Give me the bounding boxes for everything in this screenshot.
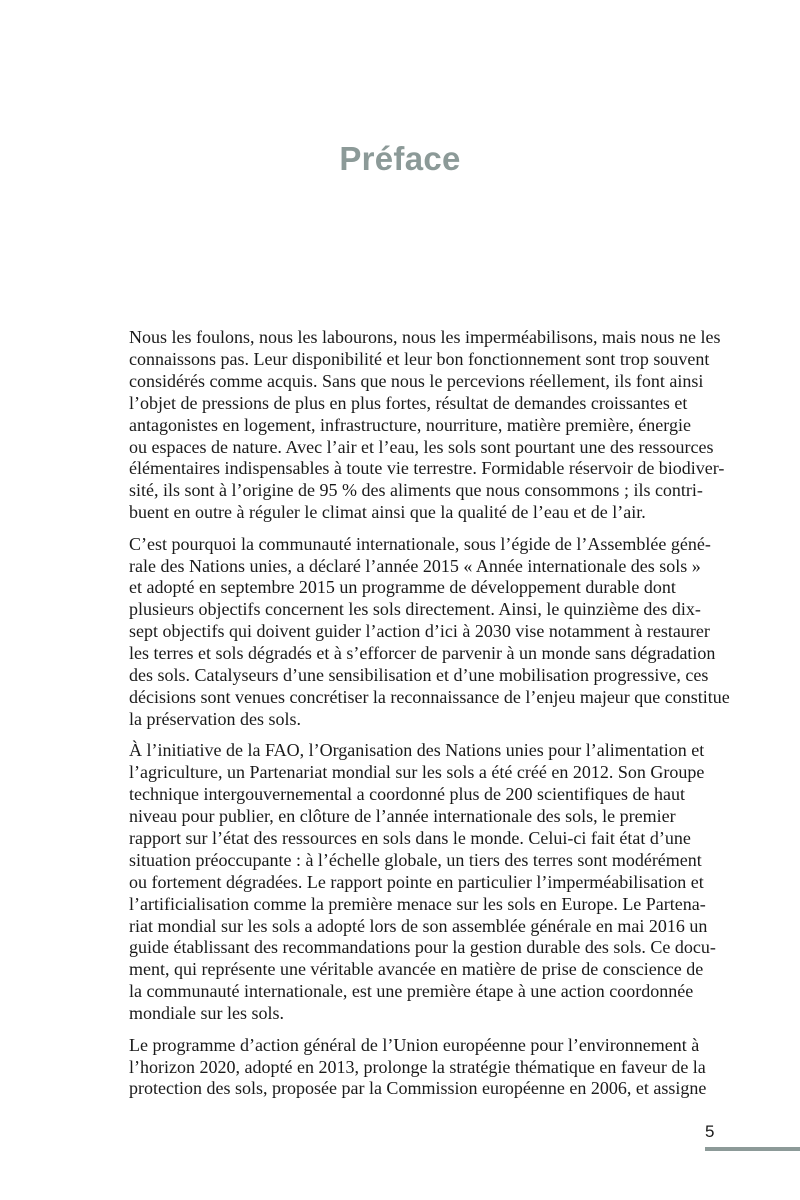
page-title: Préface (339, 140, 461, 177)
paragraph (129, 327, 725, 524)
text-line: technique intergouvernemental a coordonné plus de 200 scientifiques de haut (129, 784, 685, 805)
body-text (129, 327, 730, 1110)
text-line: riat mondial sur les sols a adopté lors de son assemblée générale en mai 2016 un (129, 915, 708, 936)
text-line: les terres et sols dégradés et à s’efforcer de parvenir à un monde sans dégradation (129, 643, 716, 664)
text-line: élémentaires indispensables à toute vie terrestre. Formidable réservoir de biodiver- (129, 458, 725, 479)
text-line: rapport sur l’état des ressources en sols dans le monde. Celui-ci fait état d’une (129, 827, 691, 848)
text-line: et adopté en septembre 2015 un programme de développement durable dont (129, 577, 676, 598)
text-line: situation préoccupante : à l’échelle globale, un tiers des terres sont modérément (129, 849, 702, 870)
text-line: C’est pourquoi la communauté internationale, sous l’égide de l’Assemblée géné- (129, 533, 711, 554)
page-number: 5 (705, 1122, 715, 1141)
text-line: mondiale sur les sols. (129, 1003, 284, 1024)
paragraph (129, 533, 730, 731)
text-line: rale des Nations unies, a déclaré l’année 2015 « Année internationale des sols » (129, 555, 701, 576)
text-line: la préservation des sols. (129, 708, 301, 729)
text-line: la communauté internationale, est une première étape à une action coordonnée (129, 981, 694, 1002)
text-line: ment, qui représente une véritable avancée en matière de prise de conscience de (129, 959, 704, 980)
text-line: décisions sont venues concrétiser la reconnaissance de l’enjeu majeur que constitue (129, 687, 730, 707)
text-line: Nous les foulons, nous les labourons, nous les imperméabilisons, mais nous ne les (129, 327, 721, 347)
text-line: sept objectifs qui doivent guider l’action d’ici à 2030 vise notamment à restaurer (129, 621, 710, 642)
text-line: considérés comme acquis. Sans que nous le percevions réellement, ils font ainsi (129, 370, 704, 391)
text-line: guide établissant des recommandations pour la gestion durable des sols. Ce docu- (129, 937, 716, 958)
text-line: sité, ils sont à l’origine de 95 % des aliments que nous consommons ; ils contri- (129, 480, 703, 501)
text-line: l’horizon 2020, adopté en 2013, prolonge la stratégie thématique en faveur de la (129, 1056, 706, 1077)
text-line: l’objet de pressions de plus en plus fortes, résultat de demandes croissantes et (129, 392, 688, 413)
text-line: ou espaces de nature. Avec l’air et l’eau, les sols sont pourtant une des ressources (129, 436, 714, 457)
paragraph (129, 740, 716, 1025)
paragraph (129, 1034, 707, 1101)
text-line: buent en outre à réguler le climat ainsi que la qualité de l’eau et de l’air. (129, 502, 646, 523)
text-line: antagonistes en logement, infrastructure, nourriture, matière première, énergie (129, 414, 691, 435)
text-line: l’agriculture, un Partenariat mondial sur les sols a été créé en 2012. Son Groupe (129, 762, 705, 783)
text-line: niveau pour publier, en clôture de l’année internationale des sols, le premier (129, 806, 676, 827)
text-line: ou fortement dégradées. Le rapport pointe en particulier l’imperméabilisation et (129, 871, 704, 892)
text-line: connaissons pas. Leur disponibilité et leur bon fonctionnement sont trop souvent (129, 348, 710, 369)
text-line: plusieurs objectifs concernent les sols directement. Ainsi, le quinzième des dix- (129, 599, 701, 620)
text-line: protection des sols, proposée par la Commission européenne en 2006, et assigne (129, 1078, 707, 1099)
text-line: l’artificialisation comme la première menace sur les sols en Europe. Le Partena- (129, 893, 706, 914)
text-line: Le programme d’action général de l’Union européenne pour l’environnement à (129, 1034, 700, 1055)
text-line: À l’initiative de la FAO, l’Organisation des Nations unies pour l’alimentation et (129, 740, 705, 761)
page-number-rule (705, 1147, 800, 1151)
text-line: des sols. Catalyseurs d’une sensibilisation et d’une mobilisation progressive, ces (129, 665, 709, 686)
